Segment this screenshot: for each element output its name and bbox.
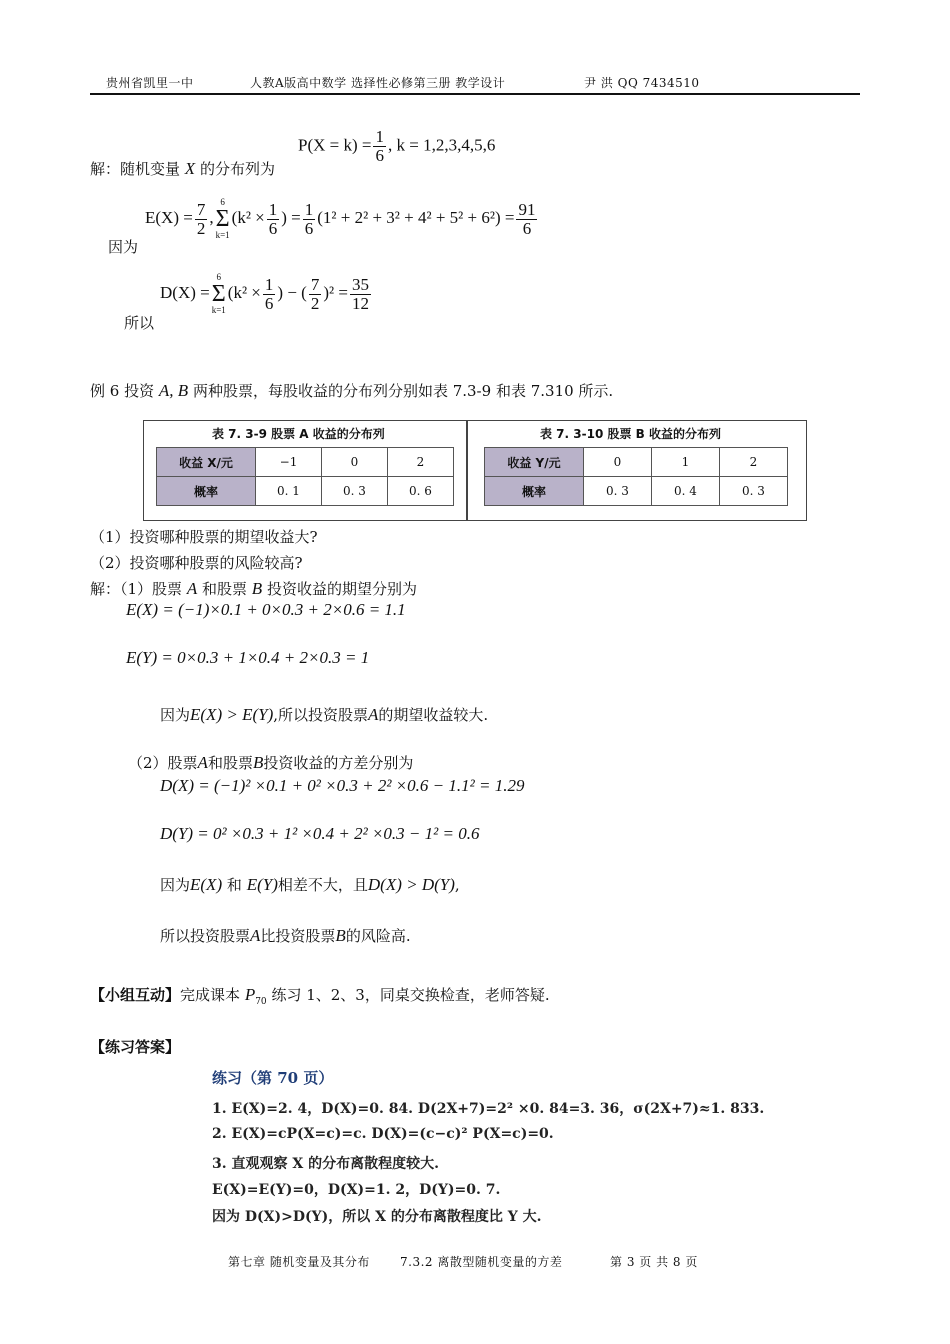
table-row: 概率 0. 3 0. 4 0. 3 (485, 477, 788, 506)
footer-section: 7.3.2 离散型随机变量的方差 (400, 1255, 563, 1269)
answer-line-5: 因为 D(X)>D(Y)，所以 X 的分布离散程度比 Y 大. (212, 1209, 542, 1225)
solution1-text: 解：随机变量 X 的分布列为 (90, 159, 275, 178)
answer-line-2: 2. E(X)=cP(X=c)=c. D(X)=(c−c)² P(X=c)=0. (212, 1126, 554, 1142)
ey-calc: E(Y) = 0×0.3 + 1×0.4 + 2×0.3 = 1 (126, 648, 370, 667)
ex-formula: E(X) = $\frac{7}{2}$ , 6 Σ k=1 (k² × $\frac{1}{6}$ ) = $\frac{1}{6}$ (1² + 2² + 3² + 4² + 5² + 6²) = $\frac{91}{6}$ (145, 197, 536, 240)
fraction: $\frac{1}{6}$ (375, 127, 384, 165)
formula-part: P(X = k) = (298, 135, 372, 155)
conclusion-2: 因为E(X) 和 E(Y)相差不大，且D(X) > D(Y), (160, 875, 460, 894)
because-label: 因为 (108, 238, 139, 256)
answer-line-1: 1. E(X)=2. 4，D(X)=0. 84. D(2X+7)=2² ×0. 84=3. 36，σ(2X+7)≈1. 833. (212, 1101, 765, 1117)
sum-symbol: 6 Σ k=1 (215, 197, 230, 240)
header-author: 尹 洪 QQ 7434510 (584, 76, 700, 90)
conclusion-1: 因为E(X) > E(Y),所以投资股票A的期望收益较大. (160, 705, 489, 724)
answer-line-3: 3. 直观观察 X 的分布离散程度较大. (212, 1156, 439, 1172)
group-activity: 【小组互动】完成课本 $P_{70}$ 练习 1、2、3，同桌交换检查，老师答疑. (90, 985, 550, 1007)
table-a (156, 447, 454, 506)
dy-calc: D(Y) = 0² ×0.3 + 1² ×0.4 + 2² ×0.3 − 1² = 0.6 (160, 824, 480, 843)
question-2: （2）投资哪种股票的风险较高? (90, 554, 303, 572)
table-row: 收益 X/元 −1 0 2 (157, 448, 454, 477)
answers-title: 练习（第 70 页） (212, 1069, 334, 1087)
ex-calc: E(X) = (−1)×0.1 + 0×0.3 + 2×0.6 = 1.1 (126, 600, 406, 619)
answers-image (200, 1063, 765, 1233)
so-label: 所以 (124, 314, 155, 332)
answers-tag: 【练习答案】 (90, 1038, 181, 1056)
table-row: 收益 Y/元 0 1 2 (485, 448, 788, 477)
sum-symbol: 6 Σ k=1 (211, 272, 226, 315)
table-a-title: 表 7. 3-9 股票 A 收益的分布列 (212, 427, 385, 441)
solution2-part2: （2）股票A和股票B投资收益的方差分别为 (128, 753, 414, 772)
dx-calc: D(X) = (−1)² ×0.1 + 0² ×0.3 + 2² ×0.6 − 1.1² = 1.29 (160, 776, 525, 795)
distribution-formula (298, 128, 495, 165)
formula-part: , k = 1,2,3,4,5,6 (387, 135, 496, 155)
table-b-frame (467, 420, 807, 521)
example6-text: 例 6 投资 A, B 两种股票，每股收益的分布列分别如表 7.3-9 和表 7.310 所示. (90, 381, 614, 400)
table-b-title: 表 7. 3-10 股票 B 收益的分布列 (540, 427, 721, 441)
solution2-intro: 解：（1）股票 A 和股票 B 投资收益的期望分别为 (90, 579, 417, 598)
header-school: 贵州省凯里一中 (106, 76, 194, 90)
question-1: （1）投资哪种股票的期望收益大? (90, 528, 318, 546)
header-course: 人教A版高中数学 选择性必修第三册 教学设计 (250, 76, 506, 90)
footer-page: 第 3 页 共 8 页 (610, 1255, 698, 1269)
footer-chapter: 第七章 随机变量及其分布 (228, 1255, 370, 1269)
table-row: 概率 0. 1 0. 3 0. 6 (157, 477, 454, 506)
header-rule (90, 93, 860, 95)
conclusion-3: 所以投资股票A比投资股票B的风险高. (160, 926, 411, 945)
answer-line-4: E(X)=E(Y)=0，D(X)=1. 2，D(Y)=0. 7. (212, 1182, 501, 1198)
dx-formula: D(X) = 6 Σ k=1 (k² × $\frac{1}{6}$ ) − ( $\frac{7}{2}$ )² = $\frac{35}{12}$ (160, 272, 369, 315)
table-b (484, 447, 788, 506)
table-a-frame (143, 420, 467, 521)
